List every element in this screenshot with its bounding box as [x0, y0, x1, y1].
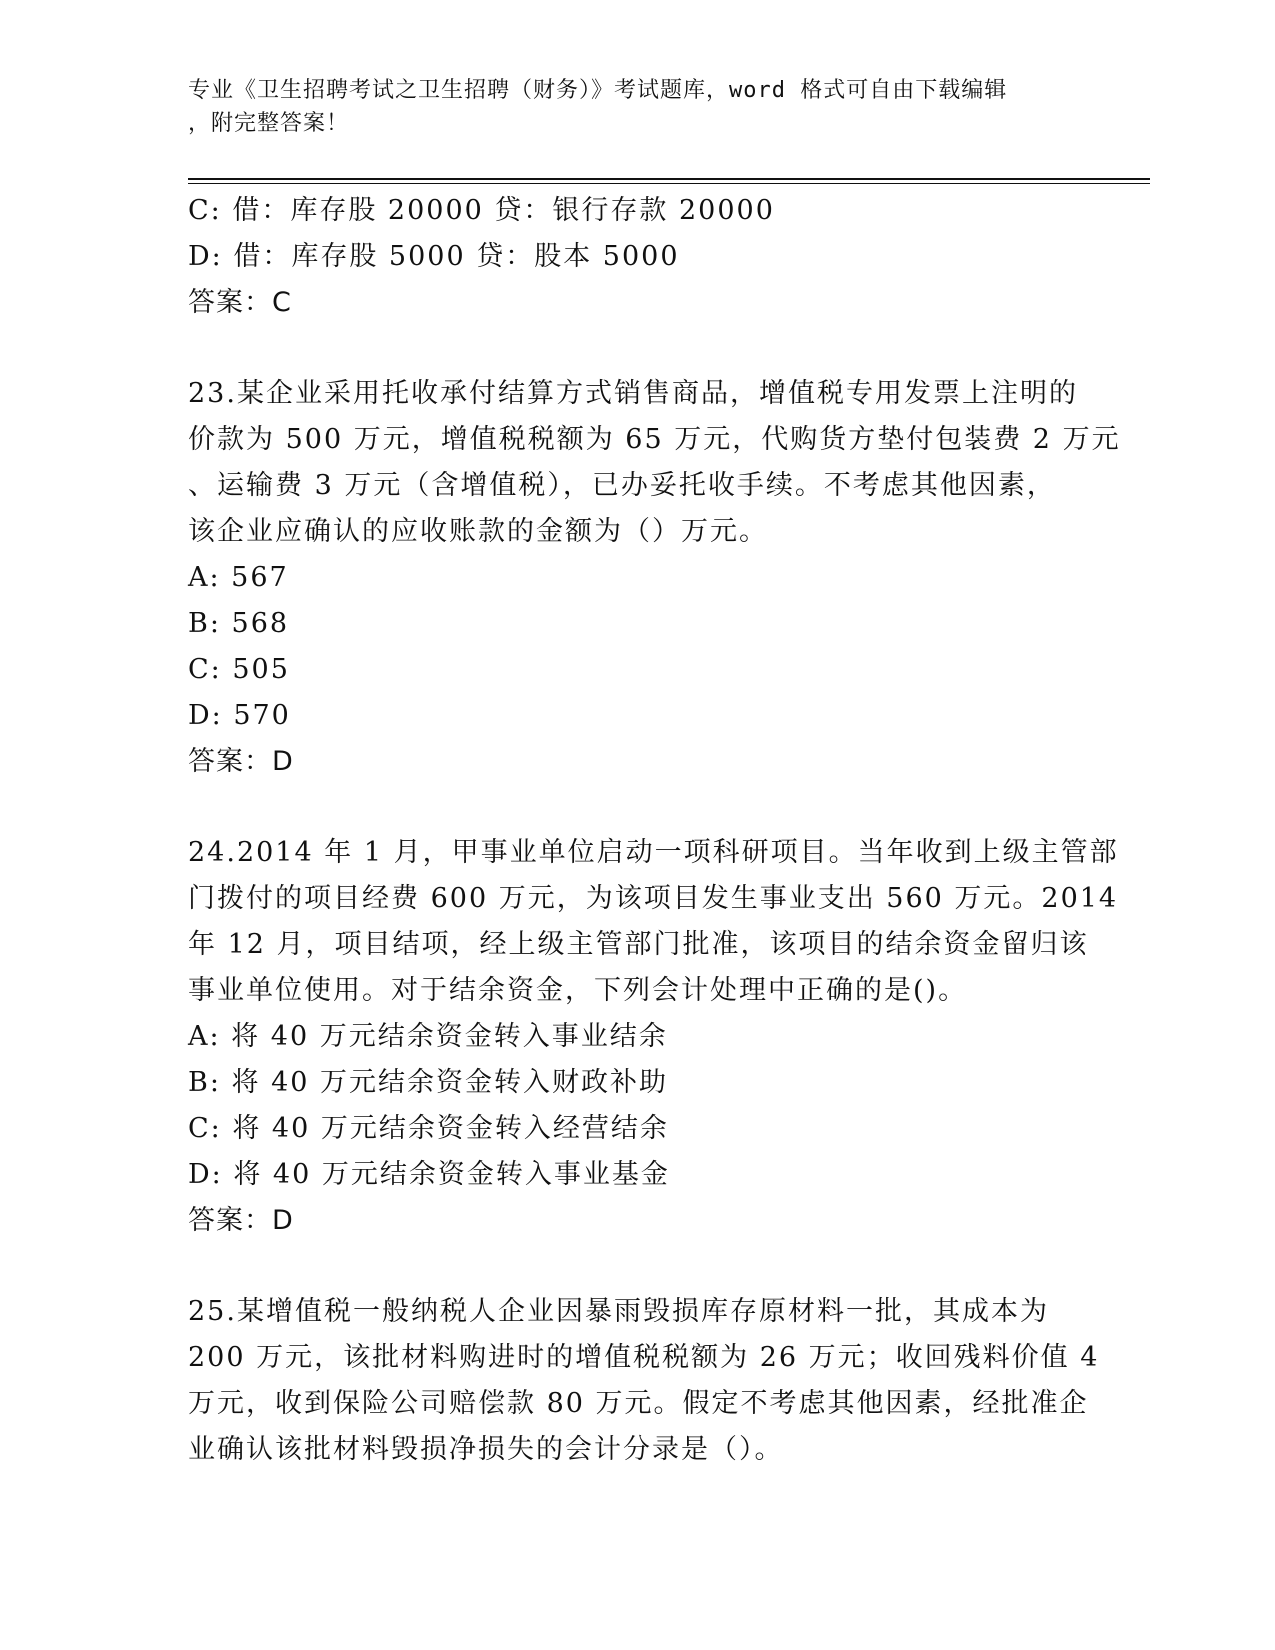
option-d: D: 将 40 万元结余资金转入事业基金 [188, 1159, 670, 1190]
question-stem-line: 门拨付的项目经费 600 万元，为该项目发生事业支出 560 万元。2014 [188, 883, 1119, 914]
header-divider-thick [188, 178, 1150, 180]
question-stem-line: 价款为 500 万元，增值税税额为 65 万元，代购货方垫付包装费 2 万元 [188, 424, 1121, 455]
question-stem-line: 年 12 月，项目结项，经上级主管部门批准，该项目的结余资金留归该 [188, 929, 1089, 960]
option-b: B: 将 40 万元结余资金转入财政补助 [188, 1067, 669, 1098]
header-line-1: 专业《卫生招聘考试之卫生招聘（财务）》考试题库，word 格式可自由下载编辑 [188, 78, 1008, 103]
question-spacer [188, 326, 1088, 371]
document-header [188, 74, 1068, 140]
question-stem-line: 23.某企业采用托收承付结算方式销售商品，增值税专用发票上注明的 [188, 378, 1078, 409]
question-23 [188, 371, 1121, 785]
header-line-2: ，附完整答案！ [188, 111, 350, 136]
option-c: C: 505 [188, 654, 290, 685]
question-spacer [188, 1244, 1088, 1289]
question-stem-line: 、运输费 3 万元（含增值税），已办妥托收手续。不考虑其他因素， [188, 470, 1056, 501]
document-body [188, 188, 1121, 1473]
question-22-tail [188, 188, 1088, 326]
option-a: A: 567 [188, 562, 289, 593]
answer-line: 答案：D [188, 1205, 294, 1236]
question-stem-line: 业确认该批材料毁损净损失的会计分录是（）。 [188, 1434, 784, 1465]
option-d: D: 570 [188, 700, 291, 731]
question-stem-line: 24.2014 年 1 月，甲事业单位启动一项科研项目。当年收到上级主管部 [188, 837, 1119, 868]
option-c: C: 将 40 万元结余资金转入经营结余 [188, 1113, 669, 1144]
question-24 [188, 830, 1119, 1244]
answer-line: 答案：C [188, 287, 292, 318]
question-stem-line: 该企业应确认的应收账款的金额为（）万元。 [188, 516, 768, 547]
question-stem-line: 25.某增值税一般纳税人企业因暴雨毁损库存原材料一批，其成本为 [188, 1296, 1049, 1327]
option-c: C: 借：库存股 20000 贷：银行存款 20000 [188, 195, 775, 226]
question-stem-line: 200 万元，该批材料购进时的增值税税额为 26 万元；收回残料价值 4 [188, 1342, 1100, 1373]
question-25 [188, 1289, 1100, 1473]
question-stem-line: 事业单位使用。对于结余资金，下列会计处理中正确的是()。 [188, 975, 968, 1006]
answer-line: 答案：D [188, 746, 294, 777]
question-spacer [188, 785, 1088, 830]
header-divider-thin [188, 183, 1150, 184]
question-stem-line: 万元，收到保险公司赔偿款 80 万元。假定不考虑其他因素，经批准企 [188, 1388, 1089, 1419]
option-a: A: 将 40 万元结余资金转入事业结余 [188, 1021, 668, 1052]
option-b: B: 568 [188, 608, 290, 639]
option-d: D: 借：库存股 5000 贷：股本 5000 [188, 241, 680, 272]
